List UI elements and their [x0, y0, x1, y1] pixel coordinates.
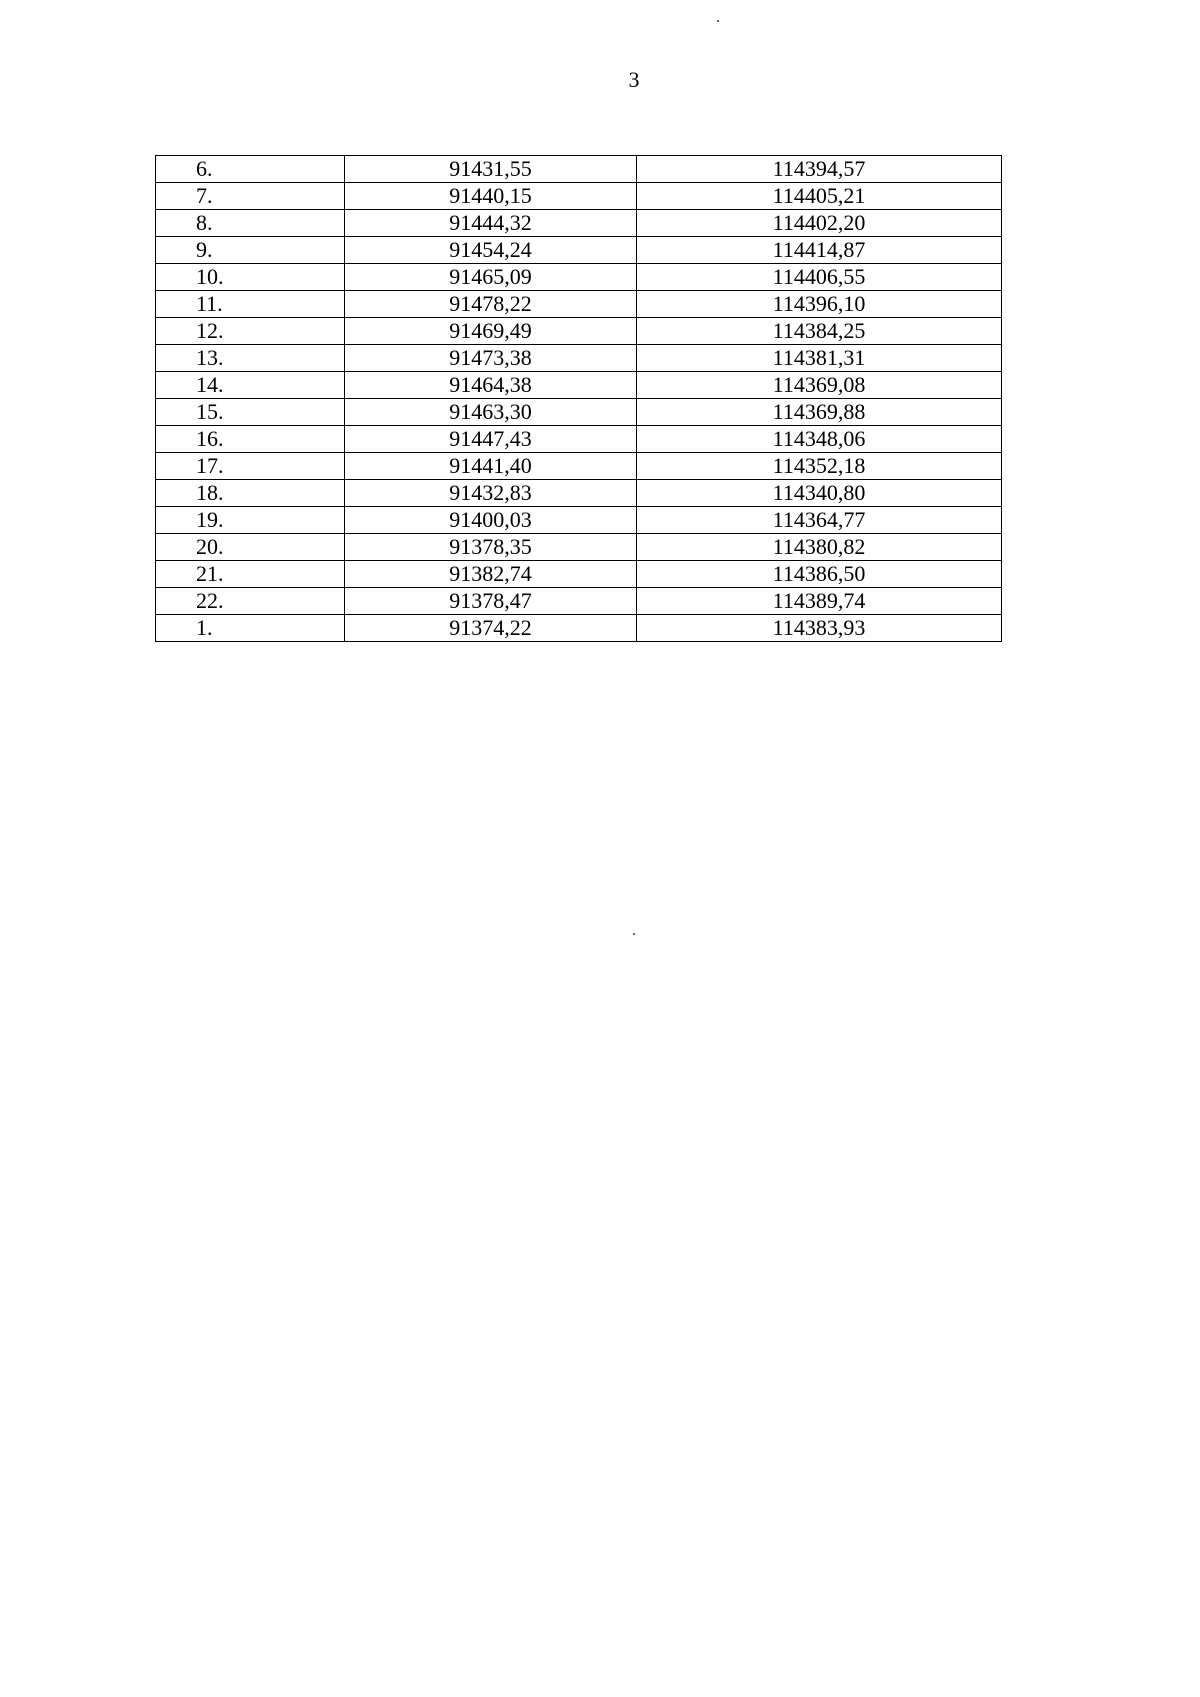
x-coordinate-cell: 91400,03	[345, 507, 637, 534]
y-coordinate-cell: 114340,80	[637, 480, 1002, 507]
y-coordinate-cell: 114396,10	[637, 291, 1002, 318]
point-number-cell: 1.	[156, 615, 345, 642]
y-coordinate-cell: 114386,50	[637, 561, 1002, 588]
x-coordinate-cell: 91463,30	[345, 399, 637, 426]
y-coordinate-cell: 114369,88	[637, 399, 1002, 426]
point-number-cell: 9.	[156, 237, 345, 264]
table-row	[156, 426, 1002, 453]
table-row	[156, 372, 1002, 399]
y-coordinate-cell: 114380,82	[637, 534, 1002, 561]
table-row	[156, 453, 1002, 480]
scan-speck	[717, 20, 719, 22]
table-row	[156, 264, 1002, 291]
x-coordinate-cell: 91374,22	[345, 615, 637, 642]
table-row	[156, 183, 1002, 210]
y-coordinate-cell: 114369,08	[637, 372, 1002, 399]
y-coordinate-cell: 114414,87	[637, 237, 1002, 264]
x-coordinate-cell: 91454,24	[345, 237, 637, 264]
point-number-cell: 17.	[156, 453, 345, 480]
point-number-cell: 8.	[156, 210, 345, 237]
table-row	[156, 210, 1002, 237]
x-coordinate-cell: 91440,15	[345, 183, 637, 210]
point-number-cell: 12.	[156, 318, 345, 345]
y-coordinate-cell: 114352,18	[637, 453, 1002, 480]
x-coordinate-cell: 91478,22	[345, 291, 637, 318]
table-row	[156, 291, 1002, 318]
x-coordinate-cell: 91469,49	[345, 318, 637, 345]
point-number-cell: 18.	[156, 480, 345, 507]
scan-speck	[633, 933, 635, 935]
point-number-cell: 20.	[156, 534, 345, 561]
coordinates-table-body	[156, 156, 1002, 642]
x-coordinate-cell: 91432,83	[345, 480, 637, 507]
y-coordinate-cell: 114402,20	[637, 210, 1002, 237]
y-coordinate-cell: 114405,21	[637, 183, 1002, 210]
x-coordinate-cell: 91465,09	[345, 264, 637, 291]
page-number: 3	[628, 67, 640, 92]
point-number-cell: 15.	[156, 399, 345, 426]
y-coordinate-cell: 114364,77	[637, 507, 1002, 534]
x-coordinate-cell: 91378,47	[345, 588, 637, 615]
y-coordinate-cell: 114394,57	[637, 156, 1002, 183]
table-row	[156, 534, 1002, 561]
y-coordinate-cell: 114348,06	[637, 426, 1002, 453]
point-number-cell: 7.	[156, 183, 345, 210]
point-number-cell: 16.	[156, 426, 345, 453]
x-coordinate-cell: 91441,40	[345, 453, 637, 480]
point-number-cell: 11.	[156, 291, 345, 318]
coordinates-table	[155, 155, 1002, 642]
y-coordinate-cell: 114389,74	[637, 588, 1002, 615]
table-row	[156, 615, 1002, 642]
table-row	[156, 588, 1002, 615]
point-number-cell: 10.	[156, 264, 345, 291]
table-row	[156, 318, 1002, 345]
y-coordinate-cell: 114383,93	[637, 615, 1002, 642]
point-number-cell: 14.	[156, 372, 345, 399]
table-row	[156, 561, 1002, 588]
table-row	[156, 156, 1002, 183]
point-number-cell: 19.	[156, 507, 345, 534]
x-coordinate-cell: 91431,55	[345, 156, 637, 183]
table-row	[156, 399, 1002, 426]
point-number-cell: 22.	[156, 588, 345, 615]
x-coordinate-cell: 91464,38	[345, 372, 637, 399]
table-row	[156, 480, 1002, 507]
x-coordinate-cell: 91447,43	[345, 426, 637, 453]
table-row	[156, 507, 1002, 534]
y-coordinate-cell: 114381,31	[637, 345, 1002, 372]
y-coordinate-cell: 114406,55	[637, 264, 1002, 291]
x-coordinate-cell: 91444,32	[345, 210, 637, 237]
x-coordinate-cell: 91473,38	[345, 345, 637, 372]
x-coordinate-cell: 91378,35	[345, 534, 637, 561]
table-row	[156, 237, 1002, 264]
x-coordinate-cell: 91382,74	[345, 561, 637, 588]
point-number-cell: 21.	[156, 561, 345, 588]
point-number-cell: 13.	[156, 345, 345, 372]
table-row	[156, 345, 1002, 372]
y-coordinate-cell: 114384,25	[637, 318, 1002, 345]
point-number-cell: 6.	[156, 156, 345, 183]
